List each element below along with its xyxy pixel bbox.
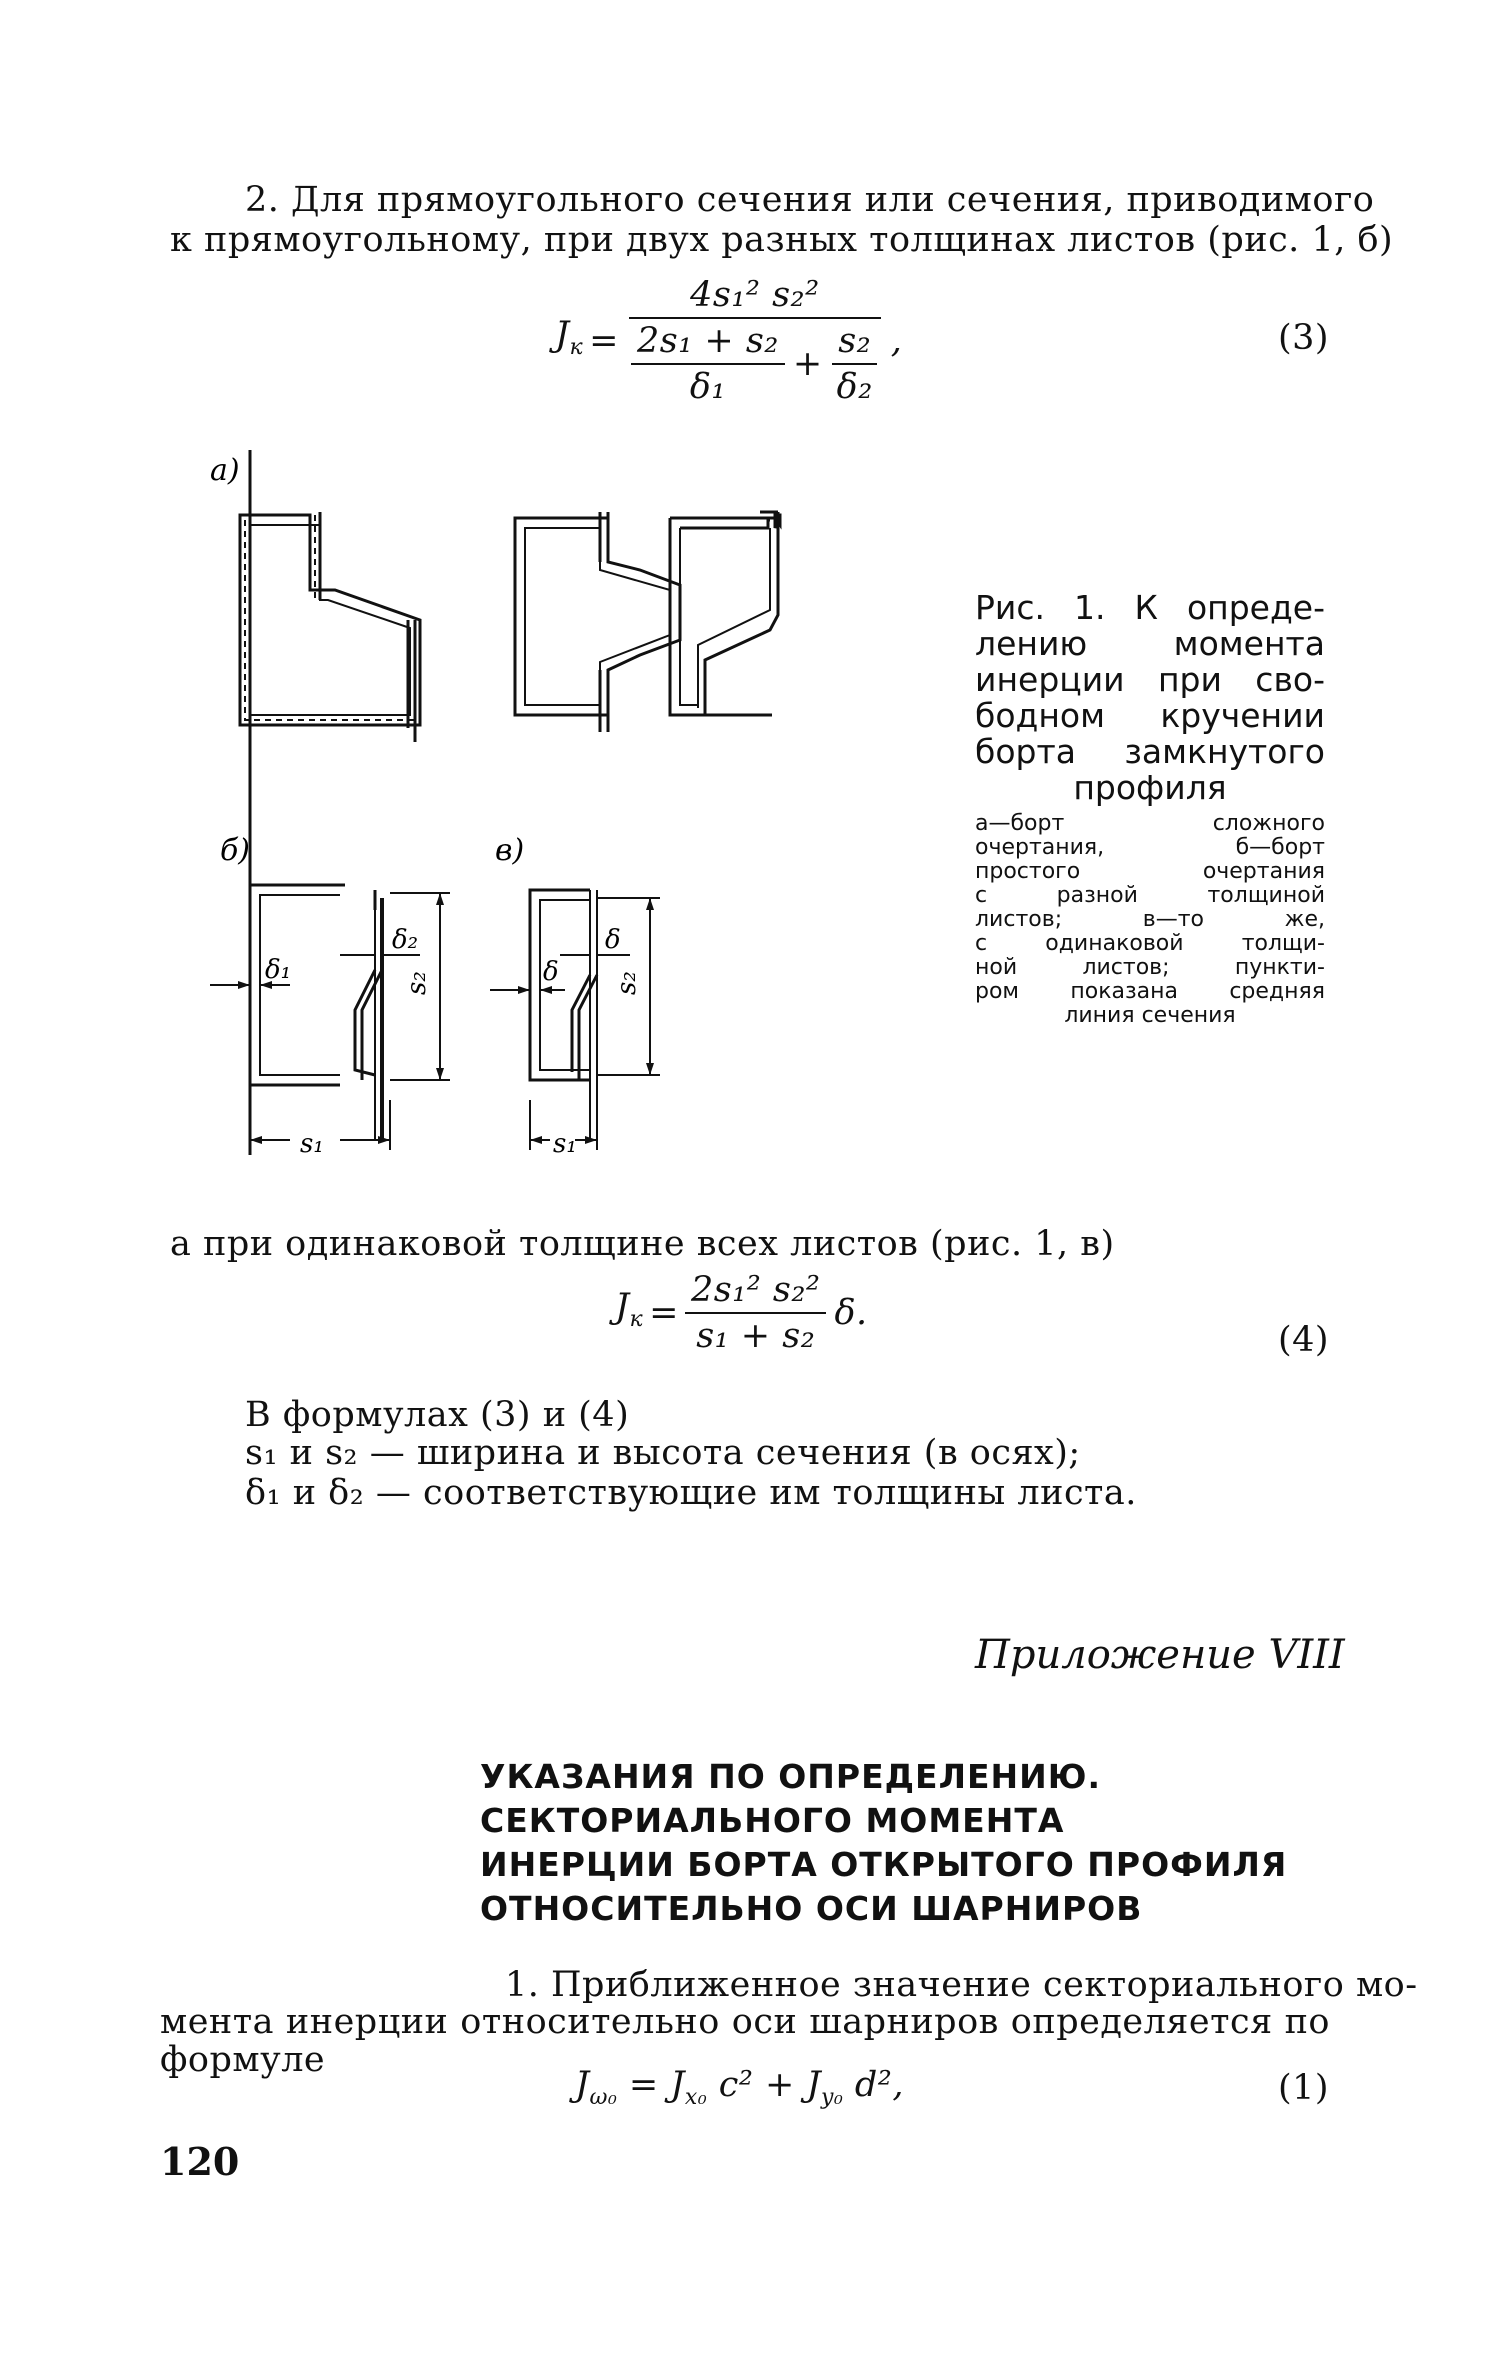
figure-label-v: в) — [495, 833, 525, 868]
figure-label-b: б) — [220, 833, 251, 868]
formula-3-numerator: 4s₁² s₂² — [629, 275, 881, 319]
formula-3-den-a: $\frac{\text{2s₁ + s₂}}{\text{δ₁}}$ — [631, 321, 785, 407]
formula-4-number: (4) — [1278, 1320, 1330, 1360]
formula-3-number: (3) — [1278, 318, 1330, 358]
dim-s2-v: s₂ — [612, 971, 642, 995]
dim-s1-v: s₁ — [553, 1129, 577, 1159]
page-number: 120 — [160, 2139, 240, 2184]
figure-label-a: а) — [210, 453, 240, 488]
paragraph-3-line-3: формуле — [160, 2040, 326, 2080]
dim-s2-b: s₂ — [402, 971, 432, 995]
formula-1: $J_{\omega_0} = J_{x_0}$ $c^2 + J_{y_0}$ d², — [575, 2065, 904, 2110]
profile-a-complex-dashed — [240, 512, 420, 742]
paragraph-3-line-1: 1. Приближенное значение секториального мо- — [505, 1965, 1418, 2005]
figure-caption: Рис. 1. К опреде- лению момента инерции при сво- бодном кручении борта замкнутого профиля — [975, 588, 1325, 807]
dim-delta-right: δ — [605, 925, 621, 955]
paragraph-1-line-1: 2. Для прямоугольного сечения или сечения, приводимого — [245, 180, 1375, 220]
paragraph-3-line-2: мента инерции относительно оси шарниров определяется по — [160, 2002, 1330, 2042]
formula-3-lhs: $J_к$ — [555, 314, 584, 360]
figure-legend: а—борт сложного очертания, б—борт простого очертания с разной толщиной листов; в—то же, с одинаковой толщи- ной листов; пункти- ром показана средняя линия сечения — [975, 811, 1325, 1028]
dim-delta-left: δ — [543, 957, 559, 987]
appendix-title: Приложение VIII — [975, 1632, 1345, 1678]
paragraph-2: а при одинаковой толщине всех листов (рис. 1, в) — [170, 1224, 1115, 1264]
dim-s1-b: s₁ — [300, 1129, 324, 1159]
profile-a-complex-stepped — [670, 512, 780, 715]
formula-3-fraction: 4s₁² s₂² $\frac{\text{2s₁ + s₂}}{\text{δ₁}}$ + $\frac{\text{s₂}}{\text{δ₂}}$ — [625, 275, 885, 407]
profile-a-complex-trapezoid — [515, 512, 680, 732]
notes-intro: В формулах (3) и (4) — [245, 1395, 630, 1435]
notes-line-2: δ₁ и δ₂ — соответствующие им толщины листа. — [245, 1473, 1137, 1513]
formula-3: $J_к$ = 4s₁² s₂² $\frac{\text{2s₁ + s₂}}{\text{δ₁}}$ + $\frac{\text{s₂}}{\text{δ₂}}$ , — [555, 275, 903, 407]
formula-4-denominator: s₁ + s₂ — [696, 1316, 816, 1356]
profile-v-equal-thickness — [490, 890, 660, 1150]
formula-4-numerator: 2s₁² s₂² — [685, 1270, 826, 1314]
dim-delta2: δ₂ — [392, 925, 419, 955]
formula-4: $J_к$ = $\frac{\text{2s₁² s₂²}}{\text{s₁ + s₂}}$ δ. — [615, 1270, 868, 1356]
formula-1-number: (1) — [1278, 2068, 1330, 2108]
notes-line-1: s₁ и s₂ — ширина и высота сечения (в осях); — [245, 1433, 1081, 1473]
formula-4-lhs: $J_к$ — [615, 1286, 644, 1332]
formula-4-fraction — [685, 1270, 826, 1356]
section-heading: УКАЗАНИЯ ПО ОПРЕДЕЛЕНИЮ. СЕКТОРИАЛЬНОГО МОМЕНТА ИНЕРЦИИ БОРТА ОТКРЫТОГО ПРОФИЛЯ ОТНОСИТЕЛЬНО ОСИ ШАРНИРОВ — [480, 1757, 1288, 1928]
paragraph-1-line-2: к прямоугольному, при двух разных толщинах листов (рис. 1, б) — [170, 220, 1394, 260]
dim-delta1: δ₁ — [265, 955, 292, 985]
formula-3-den-b: $\frac{\text{s₂}}{\text{δ₂}}$ — [831, 321, 879, 407]
